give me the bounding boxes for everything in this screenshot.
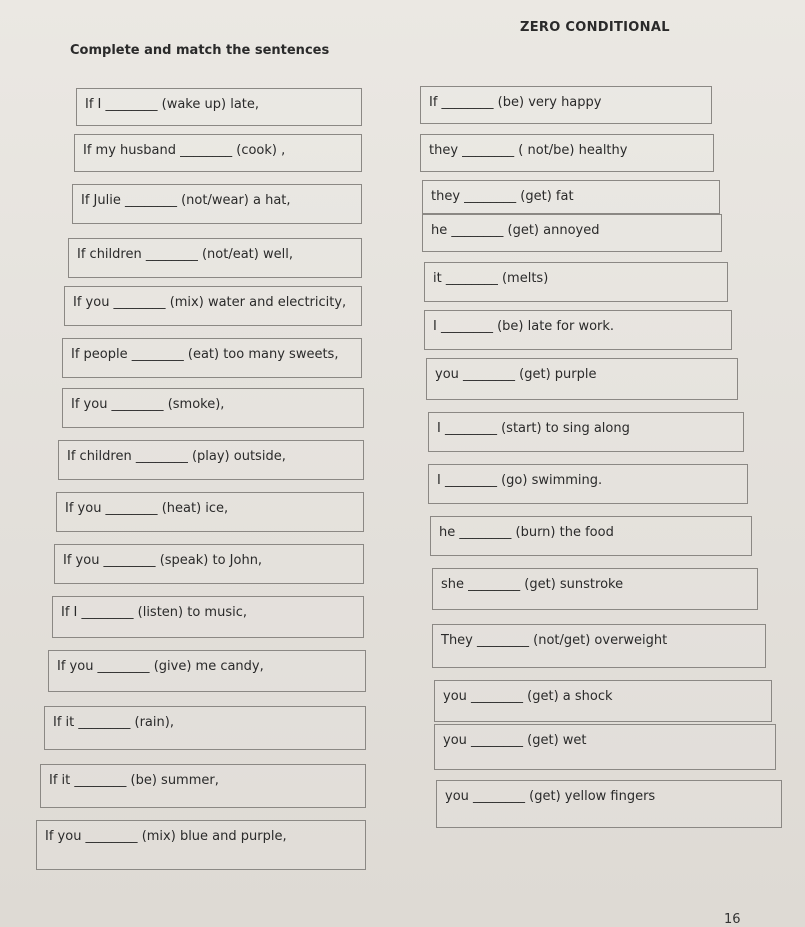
left-sentence-box: If children ________ (not/eat) well, [68, 238, 362, 278]
left-sentence-box: If you ________ (give) me candy, [48, 650, 366, 692]
right-sentence-box: she ________ (get) sunstroke [432, 568, 758, 610]
right-sentence-box: I ________ (go) swimming. [428, 464, 748, 504]
right-sentence-box: you ________ (get) yellow fingers [436, 780, 782, 828]
right-sentence-box: they ________ (get) fat [422, 180, 720, 214]
left-sentence-box: If you ________ (speak) to John, [54, 544, 364, 584]
left-sentence-box: If my husband ________ (cook) , [74, 134, 362, 172]
instructions: Complete and match the sentences [70, 43, 330, 58]
left-sentence-box: If I ________ (wake up) late, [76, 88, 362, 126]
right-sentence-box: they ________ ( not/be) healthy [420, 134, 714, 172]
left-sentence-box: If Julie ________ (not/wear) a hat, [72, 184, 362, 224]
left-sentence-box: If you ________ (mix) blue and purple, [36, 820, 366, 870]
left-sentence-box: If people ________ (eat) too many sweets, [62, 338, 362, 378]
right-sentence-box: I ________ (start) to sing along [428, 412, 744, 452]
right-sentence-box: If ________ (be) very happy [420, 86, 712, 124]
left-sentence-box: If you ________ (smoke), [62, 388, 364, 428]
right-sentence-box: They ________ (not/get) overweight [432, 624, 766, 668]
right-sentence-box: you ________ (get) purple [426, 358, 738, 400]
right-sentence-box: you ________ (get) wet [434, 724, 776, 770]
left-sentence-box: If it ________ (rain), [44, 706, 366, 750]
right-sentence-box: you ________ (get) a shock [434, 680, 772, 722]
page-number: 16 [724, 912, 741, 927]
right-sentence-box: he ________ (get) annoyed [422, 214, 722, 252]
right-sentence-box: it ________ (melts) [424, 262, 728, 302]
left-sentence-box: If you ________ (mix) water and electricity, [64, 286, 362, 326]
left-sentence-box: If it ________ (be) summer, [40, 764, 366, 808]
left-sentence-box: If children ________ (play) outside, [58, 440, 364, 480]
right-sentence-box: I ________ (be) late for work. [424, 310, 732, 350]
left-sentence-box: If I ________ (listen) to music, [52, 596, 364, 638]
page-title: ZERO CONDITIONAL [520, 20, 670, 35]
left-sentence-box: If you ________ (heat) ice, [56, 492, 364, 532]
right-sentence-box: he ________ (burn) the food [430, 516, 752, 556]
